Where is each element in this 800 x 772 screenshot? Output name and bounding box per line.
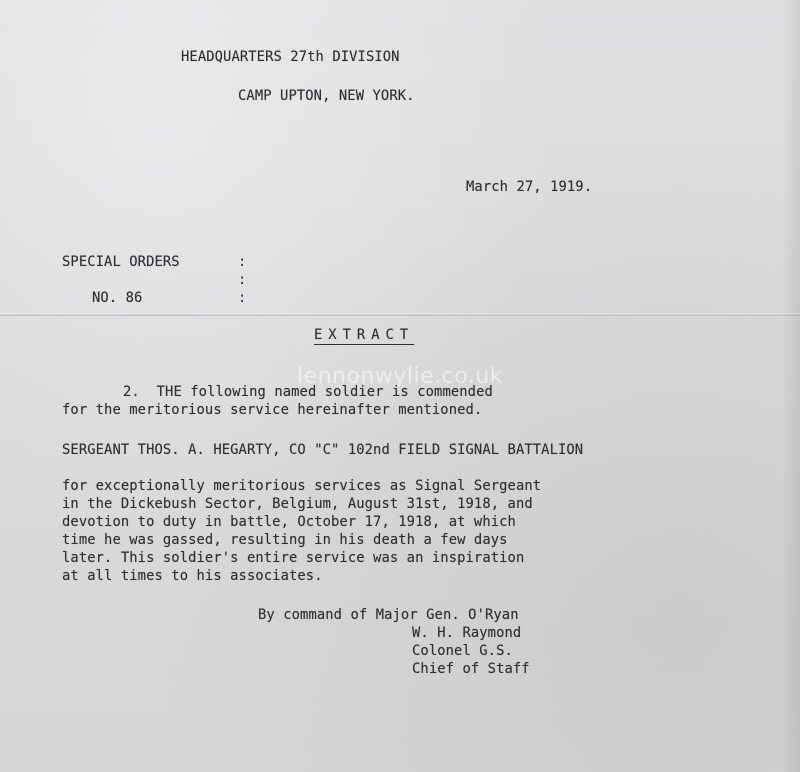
citation-line: at all times to his associates. — [62, 568, 323, 584]
paper-edge-shadow — [782, 0, 800, 772]
watermark-text: lennonwylie.co.uk — [296, 364, 504, 389]
order-number: NO. 86 — [92, 290, 143, 306]
signature-command-line: By command of Major Gen. O'Ryan — [258, 607, 519, 623]
signature-name: W. H. Raymond — [412, 625, 522, 641]
soldier-name-line: SERGEANT THOS. A. HEGARTY, CO "C" 102nd FIELD SIGNAL BATTALION — [62, 442, 584, 458]
citation-line: later. This soldier's entire service was an inspiration — [62, 550, 525, 566]
orders-separator: : — [238, 272, 247, 288]
header-division: HEADQUARTERS 27th DIVISION — [181, 49, 400, 65]
citation-line: for exceptionally meritorious services as Signal Sergeant — [62, 478, 542, 494]
citation-line: time he was gassed, resulting in his death a few days — [62, 532, 508, 548]
document-date: March 27, 1919. — [466, 179, 593, 195]
citation-line: devotion to duty in battle, October 17, 1918, at which — [62, 514, 516, 530]
signature-title: Chief of Staff — [412, 661, 530, 677]
header-location: CAMP UPTON, NEW YORK. — [238, 88, 415, 104]
signature-rank: Colonel G.S. — [412, 643, 513, 659]
extract-heading: EXTRACT — [314, 327, 415, 343]
paragraph-2-line-2: for the meritorious service hereinafter mentioned. — [62, 402, 483, 418]
paragraph-2-line-1: 2. THE following named soldier is commended — [123, 384, 493, 400]
citation-line: in the Dickebush Sector, Belgium, August 31st, 1918, and — [62, 496, 533, 512]
special-orders-label: SPECIAL ORDERS — [62, 254, 180, 270]
paper-fold — [0, 313, 800, 316]
orders-separator: : — [238, 254, 247, 270]
orders-separator: : — [238, 290, 247, 306]
